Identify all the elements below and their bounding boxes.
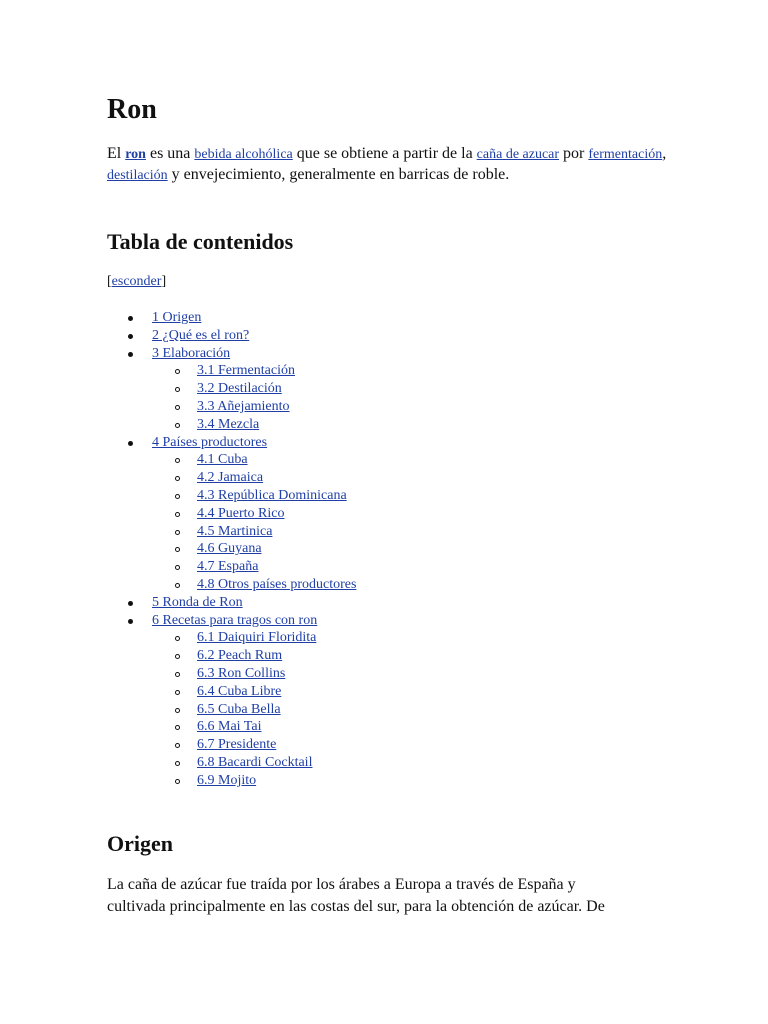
toc-link[interactable]: 3 Elaboración <box>152 345 231 361</box>
toc-heading: Tabla de contenidos <box>107 229 294 254</box>
toc-item <box>107 701 667 719</box>
intro-text: y envejecimiento, generalmente en barricas de roble. <box>167 166 510 183</box>
toc-link[interactable]: 4.8 Otros países productores <box>197 576 357 592</box>
toc-link[interactable]: 2 ¿Qué es el ron? <box>152 327 250 343</box>
toc-link[interactable]: 3.4 Mezcla <box>197 416 260 432</box>
toc-link[interactable]: 4.6 Guyana <box>197 541 262 557</box>
toc-link[interactable]: 6.7 Presidente <box>197 737 277 753</box>
toc-item <box>107 594 667 612</box>
toc-item <box>107 665 667 683</box>
intro-paragraph <box>107 144 667 186</box>
toc-link[interactable]: 4.3 República Dominicana <box>197 487 347 503</box>
toc-list <box>107 309 667 790</box>
circle-bullet-icon <box>175 405 180 410</box>
circle-bullet-icon <box>175 547 180 552</box>
section-heading-origen: Origen <box>107 831 173 856</box>
circle-bullet-icon <box>175 387 180 392</box>
circle-bullet-icon <box>175 708 180 713</box>
circle-bullet-icon <box>175 583 180 588</box>
toc-link[interactable]: 1 Origen <box>152 310 202 325</box>
toc-item <box>107 576 667 594</box>
bullet-icon <box>128 316 133 321</box>
toc-link[interactable]: 6.4 Cuba Libre <box>197 683 282 699</box>
toc-link[interactable]: 3.3 Añejamiento <box>197 398 290 414</box>
toc-item <box>107 416 667 434</box>
circle-bullet-icon <box>175 654 180 659</box>
bullet-icon <box>128 619 133 624</box>
toc-toggle-bracket: ] <box>161 274 167 289</box>
circle-bullet-icon <box>175 743 180 748</box>
toc-item <box>107 380 667 398</box>
toc-item <box>107 629 667 647</box>
intro-text: que se obtiene a partir de la <box>292 145 477 162</box>
link-bebida-alcoholica[interactable]: bebida alcohólica <box>194 147 293 162</box>
circle-bullet-icon <box>175 690 180 695</box>
circle-bullet-icon <box>175 565 180 570</box>
toc-item <box>107 451 667 469</box>
toc-toggle <box>107 272 166 292</box>
toc-link[interactable]: 6.1 Daiquiri Floridita <box>197 630 317 646</box>
toc-link[interactable]: 3.2 Destilación <box>197 381 282 397</box>
circle-bullet-icon <box>175 423 180 428</box>
toc-item <box>107 540 667 558</box>
toc-item <box>107 327 667 345</box>
toc-hide-link[interactable]: esconder <box>111 274 162 289</box>
circle-bullet-icon <box>175 476 180 481</box>
circle-bullet-icon <box>175 458 180 463</box>
toc-link[interactable]: 6.6 Mai Tai <box>197 719 262 735</box>
intro-text: es una <box>145 145 195 162</box>
toc-item <box>107 505 667 523</box>
circle-bullet-icon <box>175 494 180 499</box>
bullet-icon <box>128 601 133 606</box>
toc-item <box>107 523 667 541</box>
toc-item <box>107 754 667 772</box>
page-title: Ron <box>107 94 157 125</box>
toc-item <box>107 487 667 505</box>
link-ron[interactable]: ron <box>125 147 146 162</box>
circle-bullet-icon <box>175 530 180 535</box>
toc-link[interactable]: 4.1 Cuba <box>197 452 248 468</box>
intro-text: por <box>559 145 589 162</box>
toc-link[interactable]: 3.1 Fermentación <box>197 363 295 379</box>
toc-toggle-bracket: [ <box>107 274 112 289</box>
toc-link[interactable]: 6.8 Bacardi Cocktail <box>197 754 313 770</box>
circle-bullet-icon <box>175 369 180 374</box>
link-destilacion[interactable]: destilación <box>107 168 168 183</box>
toc-item <box>107 647 667 665</box>
circle-bullet-icon <box>175 512 180 517</box>
toc-link[interactable]: 4.4 Puerto Rico <box>197 505 285 521</box>
circle-bullet-icon <box>175 725 180 730</box>
toc-item <box>107 772 667 790</box>
toc-link[interactable]: 6.9 Mojito <box>197 772 257 788</box>
toc-item <box>107 558 667 576</box>
toc-link[interactable]: 6 Recetas para tragos con ron <box>152 612 318 628</box>
circle-bullet-icon <box>175 761 180 766</box>
toc-item <box>107 718 667 736</box>
toc-item <box>107 398 667 416</box>
circle-bullet-icon <box>175 636 180 641</box>
toc-link[interactable]: 5 Ronda de Ron <box>152 594 243 610</box>
toc-item <box>107 736 667 754</box>
toc-item <box>107 683 667 701</box>
bullet-icon <box>128 352 133 357</box>
toc-link[interactable]: 6.2 Peach Rum <box>197 648 283 664</box>
toc-item <box>107 345 667 363</box>
toc-link[interactable]: 4.7 España <box>197 559 259 575</box>
toc-item <box>107 469 667 487</box>
toc-item <box>107 362 667 380</box>
intro-text: , <box>662 145 667 162</box>
circle-bullet-icon <box>175 779 180 784</box>
toc-link[interactable]: 6.5 Cuba Bella <box>197 701 281 717</box>
toc-item <box>107 434 667 452</box>
link-cana-de-azucar[interactable]: caña de azucar <box>476 147 560 162</box>
toc-item <box>107 309 667 327</box>
toc-item <box>107 612 667 630</box>
bullet-icon <box>128 334 133 339</box>
toc-link[interactable]: 6.3 Ron Collins <box>197 665 286 681</box>
toc-link[interactable]: 4.5 Martinica <box>197 523 273 539</box>
link-fermentacion[interactable]: fermentación <box>588 147 663 162</box>
toc-link[interactable]: 4.2 Jamaica <box>197 470 264 486</box>
circle-bullet-icon <box>175 672 180 677</box>
intro-text: El <box>107 145 126 162</box>
section-text-origen: La caña de azúcar fue traída por los árabes a Europa a través de España y cultivada principalmente en las costas del sur, para la obtención de azúcar. De <box>107 876 605 915</box>
toc-link[interactable]: 4 Países productores <box>152 434 268 450</box>
bullet-icon <box>128 441 133 446</box>
